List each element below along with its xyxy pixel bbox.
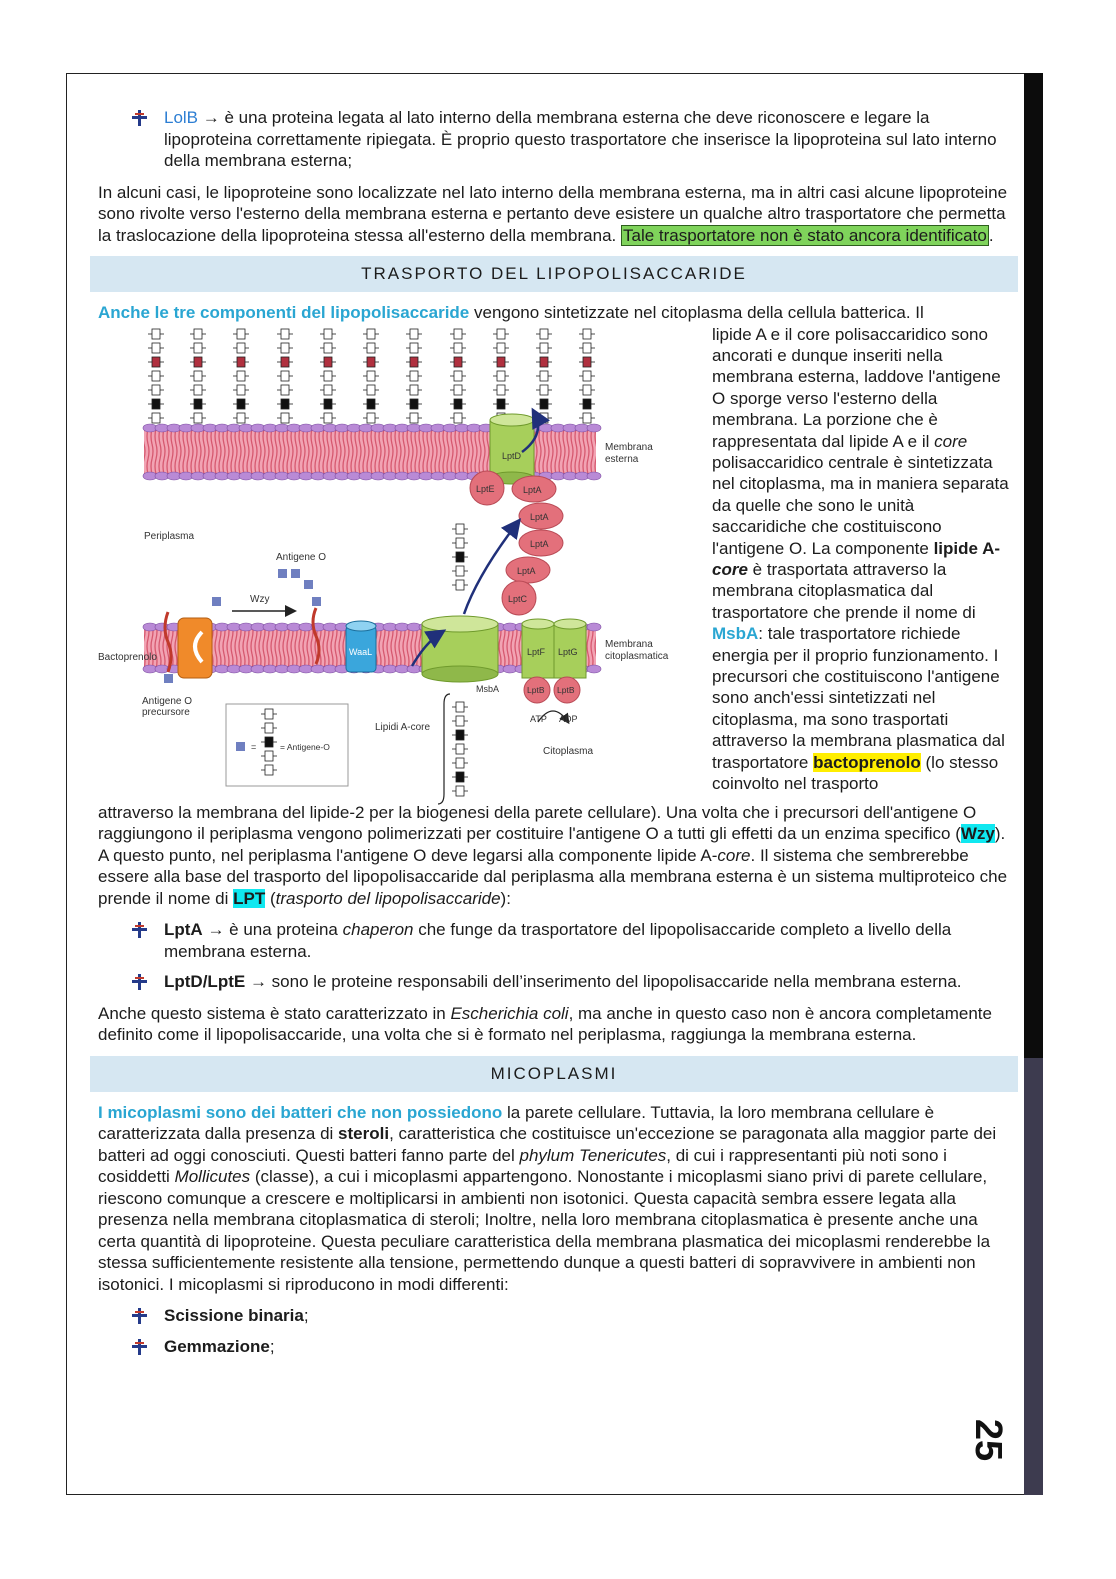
paragraph: Anche questo sistema è stato caratterizzato in Escherichia coli, ma anche in questo caso non è ancora completamente definito come il lipopolisaccaride, una volta che si è formato nel periplasma, raggiunga la membrana esterna. bbox=[98, 1003, 992, 1044]
bullet-cross-icon bbox=[130, 1339, 148, 1355]
list-item: LptA → è una proteina chaperon che funge da trasportatore del lipopolisaccaride completo a livello della membrana esterna. bbox=[130, 919, 1010, 962]
paragraph: I micoplasmi sono dei batteri che non possiedono la parete cellulare. Tuttavia, la loro membrana cellulare è caratterizzata dalla presenza di steroli, caratteristica che costituisce un'eccezione se paragonata alla maggior parte dei batteri ad oggi conosciuti. Questi batteri fanno parte del phylum Tenericutes, di cui i rappresentanti più noti sono i cosiddetti Mollicutes (classe), a cui i micoplasmi appartengono. Nonostante i micoplasmi siano privi di parete cellulare, riescono comunque a crescere e moltiplicarsi in ambienti non isotonici. Questa capacità sembra essere legata alla presenza nella membrana citoplasmatica di steroli; Inoltre, nella loro membrana citoplasmatica è presente anche una certa quantità di lipoproteine. Questa peculiare caratteristica della membrana plasmatica dei micoplasmi renderebbe la stessa sufficientemente resistente alla tensione, permettendo dunque a questi batteri di sopravvivere in ambienti non isotonici. I micoplasmi si riproducono in modi differenti: bbox=[98, 1102, 997, 1294]
label-lptc: LptC bbox=[508, 593, 528, 604]
label-membrana-citoplasmatica-2: citoplasmatica bbox=[605, 650, 669, 662]
paragraph: attraverso la membrana del lipide-2 per la biogenesi della parete cellulare). Una volta che i precursori dell'antigene O raggiungono il periplasma vengono polimerizzati per costituire l'antigene O a tutti gli effetti da un enzima specifico (Wzy). A questo punto, nel periplasma l'antigene O deve legarsi alla componente lipide A-core. Il sistema che sembrerebbe essere alla base del trasporto del lipopolisaccaride dal periplasma alla membrana esterna è un sistema multiproteico che prende il nome di LPT (trasporto del lipopolisaccaride): bbox=[98, 802, 1008, 908]
bullet-list-lpt bbox=[98, 919, 1010, 993]
list-item: LolB → è una proteina legata al lato interno della membrana esterna che deve riconoscere e legare la lipoproteina correttamente ripiegata. È proprio questo trasportatore che inserisce la lipoproteina sul lato interno della membrana esterna; bbox=[130, 107, 1010, 172]
msba-protein bbox=[422, 616, 498, 682]
label-lpta-2: LptA bbox=[530, 511, 549, 522]
label-lptb-1: LptB bbox=[527, 684, 545, 695]
list-item: Scissione binaria; bbox=[130, 1305, 1010, 1327]
bullet-cross-icon bbox=[130, 974, 148, 990]
label-lptb-2: LptB bbox=[557, 684, 575, 695]
label-lpta-3: LptA bbox=[530, 538, 549, 549]
label-periplasma: Periplasma bbox=[144, 530, 195, 542]
label-antigene-o-precursore-1: Antigene O bbox=[142, 695, 193, 707]
arrow-icon: → bbox=[207, 920, 225, 939]
label-antigene-o: Antigene O bbox=[276, 551, 327, 563]
label-atp: ATP bbox=[530, 713, 547, 724]
document-content bbox=[98, 107, 1010, 1367]
arrow-icon: → bbox=[249, 972, 267, 991]
term-msba: MsbA bbox=[712, 624, 759, 644]
label-lpte: LptE bbox=[476, 483, 495, 494]
label-wzy: Wzy bbox=[250, 593, 270, 605]
lps-chains bbox=[148, 329, 595, 423]
side-bar-dark bbox=[1024, 73, 1043, 1058]
paragraph-intro: Anche le tre componenti del lipopolisaccaride vengono sintetizzate nel citoplasma della cellula batterica. Il bbox=[98, 303, 924, 322]
bullet-cross-icon bbox=[130, 1308, 148, 1324]
label-waal: WaaL bbox=[349, 646, 373, 657]
lps-transport-diagram bbox=[98, 324, 694, 818]
section-heading-lps: TRASPORTO DEL LIPOPOLISACCARIDE bbox=[90, 256, 1018, 292]
label-lipidi-a-core: Lipidi A-core bbox=[375, 721, 431, 733]
highlight-wzy: Wzy bbox=[960, 824, 995, 843]
section-heading-micoplasmi: MICOPLASMI bbox=[90, 1056, 1018, 1092]
paragraph: In alcuni casi, le lipoproteine sono localizzate nel lato interno della membrana esterna, ma in altri casi alcune lipoproteine sono rivolte verso l'esterno della membrana esterna e pertanto deve esistere un qualche altro trasportatore che permetta la traslocazione della lipoproteina stessa all'esterno della membrana. Tale trasportatore non è stato ancora identificato . bbox=[98, 182, 1008, 245]
label-lptf: LptF bbox=[527, 646, 546, 657]
arrow-icon: → bbox=[202, 108, 220, 127]
label-lptg: LptG bbox=[558, 646, 578, 657]
label-bactoprenolo: Bactoprenolo bbox=[98, 651, 157, 663]
bullet-list-lolb bbox=[98, 107, 1010, 172]
label-lptd: LptD bbox=[502, 450, 522, 461]
label-membrana-citoplasmatica-1: Membrana bbox=[605, 638, 653, 650]
label-citoplasma: Citoplasma bbox=[543, 745, 594, 757]
highlight-green: Tale trasportatore non è stato ancora identificato bbox=[622, 225, 987, 245]
legend-box bbox=[226, 704, 348, 786]
highlight-lpt: LPT bbox=[233, 888, 266, 908]
right-text-column bbox=[712, 324, 1010, 795]
paragraph-right: lipide A e il core polisaccaridico sono ancorati e dunque inseriti nella membrana esterna, laddove l'antigene O sporge verso l'esterno della membrana. La porzione che è rappresentata dal lipide A e il core polisaccaridico centrale è sintetizzata nel citoplasma, ma in maniera separata da quelle che sono le unità saccaridiche che costituiscono l'antigene O. La componente lipide A-core è trasportata attraverso la membrana citoplasmatica dal trasportatore che prende il nome di MsbA: tale trasportatore richiede energia per il proprio funzionamento. I precursori che costituiscono l'antigene sono anch'essi sintetizzati nel citoplasma, ma sono trasportati attraverso la membrana plasmatica dal trasportatore bactoprenolo (lo stesso coinvolto nel trasporto bbox=[712, 324, 1009, 794]
legend-eq: = bbox=[251, 741, 257, 752]
label-lpta-4: LptA bbox=[517, 565, 536, 576]
side-bar-slate bbox=[1024, 1058, 1043, 1495]
label-msba: MsbA bbox=[476, 683, 500, 694]
label-adp: ADP bbox=[559, 713, 578, 724]
list-item: Gemmazione; bbox=[130, 1336, 1010, 1358]
bullet-list-riproduzione bbox=[98, 1305, 1010, 1357]
label-lpta-1: LptA bbox=[523, 484, 542, 495]
label-antigene-o-precursore-2: precursore bbox=[142, 706, 190, 718]
highlight-bactoprenolo: bactoprenolo bbox=[813, 752, 921, 772]
bullet-cross-icon bbox=[130, 922, 148, 938]
legend-label: = Antigene-O bbox=[280, 741, 330, 752]
label-membrana-esterna-1: Membrana bbox=[605, 441, 653, 453]
bullet-cross-icon bbox=[130, 110, 148, 126]
term-lolb: LolB bbox=[164, 108, 199, 127]
bactoprenol-carrier bbox=[178, 618, 212, 678]
figure-area bbox=[98, 324, 1010, 824]
page-number: 25 bbox=[967, 1418, 1009, 1462]
list-item: LptD/LptE → sono le proteine responsabili dell’inserimento del lipopolisaccaride nella membrana esterna. bbox=[130, 971, 1010, 993]
label-membrana-esterna-2: esterna bbox=[605, 453, 639, 465]
